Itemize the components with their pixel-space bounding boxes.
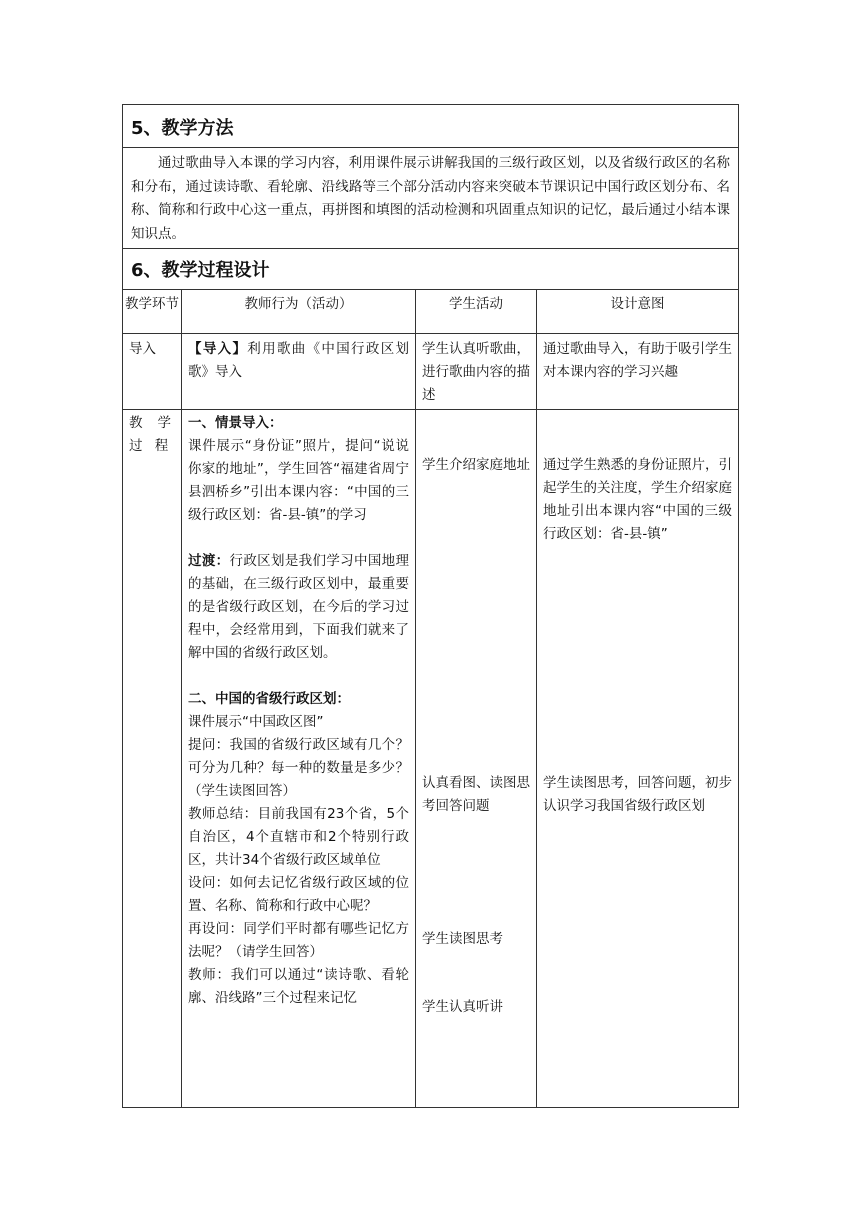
transition-text: 行政区划是我们学习中国地理的基础，在三级行政区划中，最重要的是省级行政区划，在今后的学习过程中，会经常用到，下面我们就来了解中国的省级行政区划。 bbox=[188, 553, 409, 661]
teacher-line-3: 教师总结：目前我国有23个省，5个自治区，4个直辖市和2个特别行政区，共计34个省级行政区域单位 bbox=[188, 806, 409, 868]
teacher-line-6: 教师：我们可以通过“读诗歌、看轮廓、沿线路”三个过程来记忆 bbox=[188, 967, 409, 1006]
teacher-line-1: 课件展示“中国政区图” bbox=[188, 714, 324, 730]
lesson-plan-table bbox=[122, 104, 739, 1108]
row1-teacher bbox=[182, 334, 416, 410]
header-student: 学生活动 bbox=[416, 290, 537, 334]
teacher-heading-1: 一、情景导入： bbox=[188, 415, 283, 431]
document-page bbox=[122, 104, 738, 1108]
table-row bbox=[123, 334, 739, 410]
teacher-line-2: 提问：我国的省级行政区域有几个？可分为几种？每一种的数量是多少？（学生读图回答） bbox=[188, 737, 409, 799]
row1-intent: 通过歌曲导入，有助于吸引学生对本课内容的学习兴趣 bbox=[537, 334, 739, 410]
section5-paragraph: 通过歌曲导入本课的学习内容，利用课件展示讲解我国的三级行政区划，以及省级行政区的名称和分布，通过读诗歌、看轮廓、沿线路等三个部分活动内容来突破本节课识记中国行政区划分布、名称、简称和行政中心这一重点，再拼图和填图的活动检测和巩固重点知识的记忆，最后通过小结本课知识点。 bbox=[123, 148, 739, 249]
teacher-text-1: 课件展示“身份证”照片，提问“说说你家的地址”，学生回答“福建省周宁县泗桥乡”引出本课内容：“中国的三级行政区划：省-县-镇”的学习 bbox=[188, 438, 409, 523]
table-row bbox=[123, 410, 739, 1108]
teacher-line-4: 设问：如何去记忆省级行政区域的位置、名称、简称和行政中心呢？ bbox=[188, 875, 409, 914]
section6-title: 6、教学过程设计 bbox=[123, 249, 739, 290]
intent-1: 通过学生熟悉的身份证照片，引起学生的关注度，学生介绍家庭地址引出本课内容“中国的三级行政区划：省-县-镇” bbox=[543, 457, 733, 542]
row1-teacher-text: 利用歌曲《中国行政区划歌》导入 bbox=[188, 341, 410, 380]
row2-intent bbox=[537, 410, 739, 1108]
row2-teacher bbox=[182, 410, 416, 1108]
teacher-heading-2: 二、中国的省级行政区划： bbox=[188, 691, 350, 707]
teacher-transition bbox=[188, 550, 409, 665]
student-activity-2: 认真看图、读图思考回答问题 bbox=[422, 775, 530, 814]
header-teacher: 教师行为（活动） bbox=[182, 290, 416, 334]
transition-label: 过渡： bbox=[188, 553, 230, 569]
student-activity-1: 学生介绍家庭地址 bbox=[422, 457, 530, 473]
row2-student bbox=[416, 410, 537, 1108]
row1-teacher-tag: 【导入】 bbox=[188, 341, 248, 357]
header-stage: 教学环节 bbox=[123, 290, 182, 334]
row2-stage: 教 学 过 程 bbox=[123, 410, 182, 1108]
student-activity-3: 学生读图思考 bbox=[422, 931, 503, 947]
student-activity-4: 学生认真听讲 bbox=[422, 999, 503, 1015]
section5-title: 5、教学方法 bbox=[123, 105, 739, 148]
teacher-line-5: 再设问：同学们平时都有哪些记忆方法呢？（请学生回答） bbox=[188, 921, 409, 960]
header-intent: 设计意图 bbox=[537, 290, 739, 334]
row1-stage: 导入 bbox=[123, 334, 182, 410]
row1-student: 学生认真听歌曲，进行歌曲内容的描述 bbox=[416, 334, 537, 410]
intent-2: 学生读图思考，回答问题，初步认识学习我国省级行政区划 bbox=[543, 775, 733, 814]
